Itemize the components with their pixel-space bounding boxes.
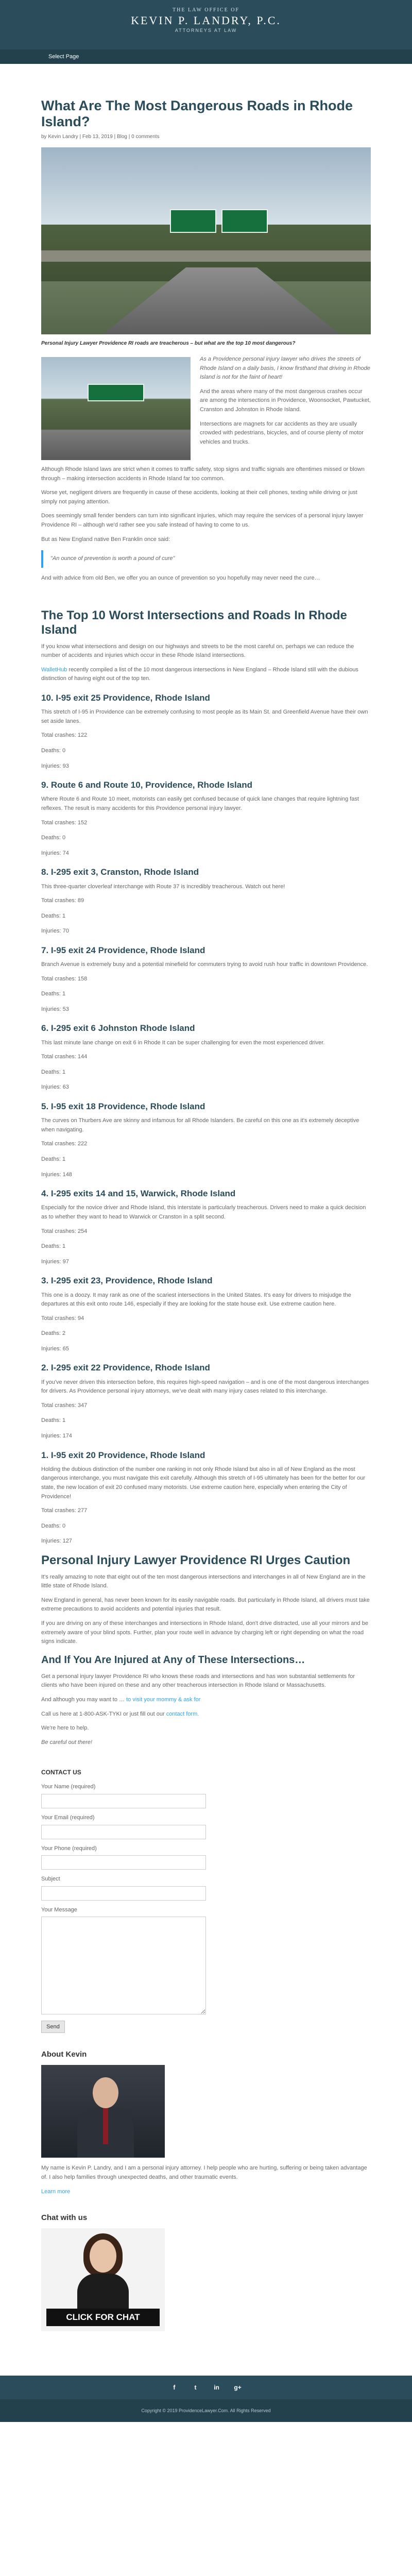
injured-paragraph-3 — [41, 1710, 371, 1719]
contact-form-link[interactable]: contact form. — [166, 1710, 199, 1717]
chat-heading: Chat with us — [41, 2213, 88, 2223]
deaths-count: Deaths: 1 — [41, 1243, 66, 1250]
phone-input[interactable] — [41, 1855, 206, 1870]
intersection-description: Branch Avenue is extremely busy and a potential minefield for commuters trying to avoid rush hour traffic in downtown Providence. — [41, 961, 368, 968]
deaths-count: Deaths: 1 — [41, 1156, 66, 1162]
intersection-title: 6. I-295 exit 6 Johnston Rhode Island — [41, 1023, 195, 1033]
article-title: What Are The Most Dangerous Roads in Rhode Island? — [41, 98, 353, 130]
intersection-description: If you've never driven this intersection before, this requires high-speed navigation – and is one of the most dangerous interchanges for drivers. As Providence personal injury attorneys, we've dealt with many injury cases related to this interchange. — [41, 1379, 369, 1395]
subject-input[interactable] — [41, 1886, 206, 1901]
intersection-item — [41, 691, 371, 771]
linkedin-icon[interactable]: in — [214, 2384, 219, 2392]
name-label: Your Name (required) — [41, 1784, 96, 1790]
logo-tagline: THE LAW OFFICE OF — [173, 7, 239, 13]
google-plus-icon[interactable]: g+ — [234, 2384, 242, 2392]
nav-bar — [0, 49, 412, 64]
article-meta: by Kevin Landry | Feb 13, 2019 | Blog | 0 comments — [41, 134, 160, 140]
intersection-title: 2. I-295 exit 22 Providence, Rhode Island — [41, 1363, 210, 1373]
injuries-count: Injuries: 63 — [41, 1084, 69, 1091]
injuries-count: Injuries: 53 — [41, 1006, 69, 1012]
after-quote-paragraph: And with advice from old Ben, we offer you an ounce of prevention so you hopefully may never need the cure… — [41, 574, 320, 581]
site-footer — [0, 2376, 412, 2422]
injuries-count: Injuries: 70 — [41, 928, 69, 935]
click-for-chat-button[interactable]: CLICK FOR CHAT — [46, 2309, 160, 2326]
intersection-description: This one is a doozy. It may rank as one of the scariest intersections in the United States. It's easy for drivers to misjudge the departures at this exit onto route 146, especially if they are looking for the state house exit. Use extreme caution here. — [41, 1292, 351, 1308]
main-content — [41, 98, 371, 2331]
agent-face — [90, 2240, 116, 2273]
intersection-description: The curves on Thurbers Ave are skinny and infamous for all Rhode Islanders. Be careful on this one as it's extremely deceptive when navigating. — [41, 1117, 359, 1133]
contact-title: CONTACT US — [41, 1769, 81, 1776]
intersection-item — [41, 778, 371, 858]
intro-paragraph: Worse yet, negligent drivers are frequently in cause of these accidents, looking at their cell phones, texting while driving or just simply not paying attention. — [41, 489, 357, 505]
intro-paragraph: As a Providence personal injury lawyer who drives the streets of Rhode Island on a daily basis, I know firsthand that driving in Rhode Island is not for the faint of heart! — [200, 356, 370, 381]
intersection-title: 3. I-295 exit 23, Providence, Rhode Island — [41, 1276, 213, 1286]
injuries-count: Injuries: 74 — [41, 850, 69, 856]
intersection-description: Where Route 6 and Route 10 meet, motorists can easily get confused because of quick lane changes that require lightning fast reflexes. The result is many accidents for this Providence personal injury lawyer. — [41, 796, 359, 811]
intro-paragraph: But as New England native Ben Franklin once said: — [41, 536, 170, 543]
deaths-count: Deaths: 2 — [41, 1330, 66, 1337]
top10-intro-2-text: recently compiled a list of the 10 most dangerous intersections in New England – Rhode Island still with the dubious distinction of having eight out of the top ten. — [41, 666, 358, 682]
email-input[interactable] — [41, 1825, 206, 1839]
injured-paragraph-5: Be careful out there! — [41, 1739, 93, 1745]
name-input[interactable] — [41, 1794, 206, 1808]
intersection-item — [41, 1099, 371, 1179]
intersection-title: 1. I-95 exit 20 Providence, Rhode Island — [41, 1450, 205, 1460]
top10-intro-2 — [41, 666, 371, 684]
deaths-count: Deaths: 0 — [41, 747, 66, 754]
hero-sign-right — [221, 209, 268, 233]
twitter-icon[interactable]: t — [194, 2384, 197, 2392]
about-heading: About Kevin — [41, 2050, 87, 2059]
total-crashes: Total crashes: 158 — [41, 975, 88, 982]
intersection-item — [41, 943, 371, 1014]
deaths-count: Deaths: 1 — [41, 1069, 66, 1075]
intersection-description: Holding the dubious distinction of the number one ranking in not only Rhode Island but also in all of New England as the most dangerous interchange, you must navigate this exit carefully. Although this stretch of I-95 ultimately has been for the better for our state, the new location of exit 20 confused many motorists. Use extreme caution here, especially when entering the City of Providence! — [41, 1466, 365, 1500]
intro-paragraph: Intersections are magnets for car accidents as they are usually crowded with pedestrians, bicycles, and of course plenty of motor vehicles and trucks. — [200, 420, 364, 445]
top10-intro: If you know what intersections and design on our highways and streets to be the most careful on, perhaps we can reduce the number of accidents and injuries which occur in these Rhode Island intersections. — [41, 643, 354, 659]
intersection-title: 8. I-295 exit 3, Cranston, Rhode Island — [41, 867, 199, 877]
deaths-count: Deaths: 1 — [41, 912, 66, 919]
contact-form — [41, 1783, 371, 2033]
kevin-photo — [41, 2065, 165, 2158]
total-crashes: Total crashes: 152 — [41, 819, 88, 826]
total-crashes: Total crashes: 277 — [41, 1507, 88, 1514]
injuries-count: Injuries: 148 — [41, 1171, 72, 1178]
injured-p3-text: Call us here at 1-800-ASK-TYKI or just fill out our — [41, 1710, 166, 1717]
intersection-title: 7. I-95 exit 24 Providence, Rhode Island — [41, 945, 205, 955]
logo-name: KEVIN P. LANDRY, P.C. — [131, 14, 281, 27]
intersection-item — [41, 1187, 371, 1266]
intersection-description: This stretch of I-95 in Providence can be extremely confusing to most people as its Main St. and Greenfield Avenue have their own set aside lanes. — [41, 709, 368, 724]
select-page-menu[interactable]: Select Page — [48, 54, 79, 60]
injuries-count: Injuries: 65 — [41, 1345, 69, 1352]
intersection-item — [41, 1274, 371, 1353]
site-header — [0, 0, 412, 64]
message-textarea[interactable] — [41, 1917, 206, 2014]
intersection-item — [41, 1361, 371, 1440]
injuries-count: Injuries: 97 — [41, 1258, 69, 1265]
franklin-quote: "An ounce of prevention is worth a pound of cure" — [41, 550, 371, 568]
photo-tie — [103, 2108, 108, 2144]
logo-sub: ATTORNEYS AT LAW — [175, 28, 237, 33]
deaths-count: Deaths: 0 — [41, 1522, 66, 1529]
photo-head — [93, 2077, 118, 2108]
urges-heading: Personal Injury Lawyer Providence RI Urges Caution — [41, 1553, 351, 1567]
deaths-count: Deaths: 1 — [41, 1417, 66, 1424]
subject-label: Subject — [41, 1876, 60, 1883]
intro-image — [41, 357, 191, 460]
message-label: Your Message — [41, 1906, 77, 1913]
site-logo[interactable] — [131, 6, 281, 35]
intersection-title: 9. Route 6 and Route 10, Providence, Rhode Island — [41, 780, 252, 790]
intersection-title: 4. I-295 exits 14 and 15, Warwick, Rhode Island — [41, 1189, 236, 1199]
injured-paragraph-4: We're here to help. — [41, 1725, 89, 1732]
total-crashes: Total crashes: 89 — [41, 897, 84, 904]
deaths-count: Deaths: 1 — [41, 991, 66, 997]
urges-paragraph: It's really amazing to note that eight out of the ten most dangerous intersections and interchanges in all of New England are in the little state of Rhode Island. — [41, 1573, 366, 1589]
chat-agent-image — [77, 2233, 129, 2311]
intersection-item — [41, 1448, 371, 1546]
deaths-count: Deaths: 0 — [41, 835, 66, 841]
about-bio: My name is Kevin P. Landry, and I am a personal injury attorney. I help people who are hurting, suffering or being taken advantage of. I also help families through unexpected deaths, and other traumatic events. — [41, 2165, 367, 2181]
total-crashes: Total crashes: 347 — [41, 1402, 88, 1409]
social-bar — [0, 2376, 412, 2399]
facebook-icon[interactable]: f — [173, 2384, 176, 2392]
intro-sign — [88, 384, 144, 401]
hero-caption: Personal Injury Lawyer Providence RI roads are treacherous – but what are the top 10 most dangerous? — [41, 341, 296, 347]
mommy-link[interactable]: to visit your mommy & ask for — [126, 1696, 201, 1703]
injuries-count: Injuries: 93 — [41, 762, 69, 769]
intersection-item — [41, 1021, 371, 1092]
intro-paragraph: Although Rhode Island laws are strict when it comes to traffic safety, stop signs and traffic signals are oftentimes missed or blown through – making intersection accidents in Rhode Island far too common. — [41, 466, 365, 482]
wallethub-link[interactable]: WalletHub — [41, 666, 67, 673]
top10-heading: The Top 10 Worst Intersections and Roads In Rhode Island — [41, 608, 347, 637]
top10-list — [41, 691, 371, 1546]
send-button[interactable]: Send — [41, 2021, 65, 2033]
intersection-item — [41, 865, 371, 936]
total-crashes: Total crashes: 144 — [41, 1054, 88, 1060]
intersection-description: This last minute lane change on exit 6 in Rhode It can be super challenging for even the most experienced driver. — [41, 1039, 325, 1046]
urges-paragraph: New England in general, has never been known for its easily navigable roads. But particularly in Rhode Island, all drivers must take extreme precautions to avoid accidents and potential injuries that result. — [41, 1597, 370, 1613]
injured-p2-text: And although you may want to … — [41, 1696, 127, 1703]
injuries-count: Injuries: 174 — [41, 1433, 72, 1439]
injured-heading: And If You Are Injured at Any of These Intersections… — [41, 1654, 305, 1666]
total-crashes: Total crashes: 254 — [41, 1228, 88, 1234]
copyright: Copyright © 2019 ProvidenceLawyer.Com. All Rights Reserved — [0, 2399, 412, 2422]
intersection-description: Especially for the novice driver and Rhode Island, this interstate is particularly treacherous. Drivers need to make a quick decision as to whether they want to head to Warwick or Cranston in a split second. — [41, 1205, 366, 1220]
injured-paragraph-2 — [41, 1696, 371, 1705]
intro-section — [41, 355, 371, 583]
intro-paragraph: And the areas where many of the most dangerous crashes occur are among the intersections in Providence, Woonsocket, Pawtucket, Cranston and Johnston in Rhode Island. — [200, 388, 371, 413]
injured-paragraph: Get a personal injury lawyer Providence RI who knows these roads and intersections and has won substantial settlements for clients who have been injured on these and any other treacherous intersection in Rhode Island or Massachusetts. — [41, 1673, 355, 1689]
hero-bridge — [41, 250, 371, 262]
intersection-title: 5. I-95 exit 18 Providence, Rhode Island — [41, 1101, 205, 1111]
chat-widget[interactable] — [41, 2228, 165, 2331]
total-crashes: Total crashes: 94 — [41, 1315, 84, 1321]
total-crashes: Total crashes: 222 — [41, 1141, 88, 1147]
hero-image — [41, 147, 371, 334]
phone-label: Your Phone (required) — [41, 1845, 97, 1852]
intro-paragraph: Does seemingly small fender benders can turn into significant injuries, which may require the services of a personal injury lawyer Providence RI – although we'd rather see you safe instead of having to come to us. — [41, 513, 364, 529]
urges-paragraph: If you are driving on any of these interchanges and intersections in Rhode Island, don't drive distracted, use all your mirrors and be extremely aware of your blind spots. Further, plan your route well in advance by charging left or right depending on what the road signs indicate. — [41, 1620, 368, 1645]
intersection-description: This three-quarter cloverleaf interchange with Route 37 is incredibly treacherous. Watch out here! — [41, 883, 285, 890]
intersection-title: 10. I-95 exit 25 Providence, Rhode Island — [41, 693, 210, 703]
total-crashes: Total crashes: 122 — [41, 732, 88, 739]
hero-sign-left — [170, 209, 216, 233]
learn-more-link[interactable]: Learn more — [41, 2188, 71, 2195]
email-label: Your Email (required) — [41, 1815, 95, 1821]
injuries-count: Injuries: 127 — [41, 1538, 72, 1545]
